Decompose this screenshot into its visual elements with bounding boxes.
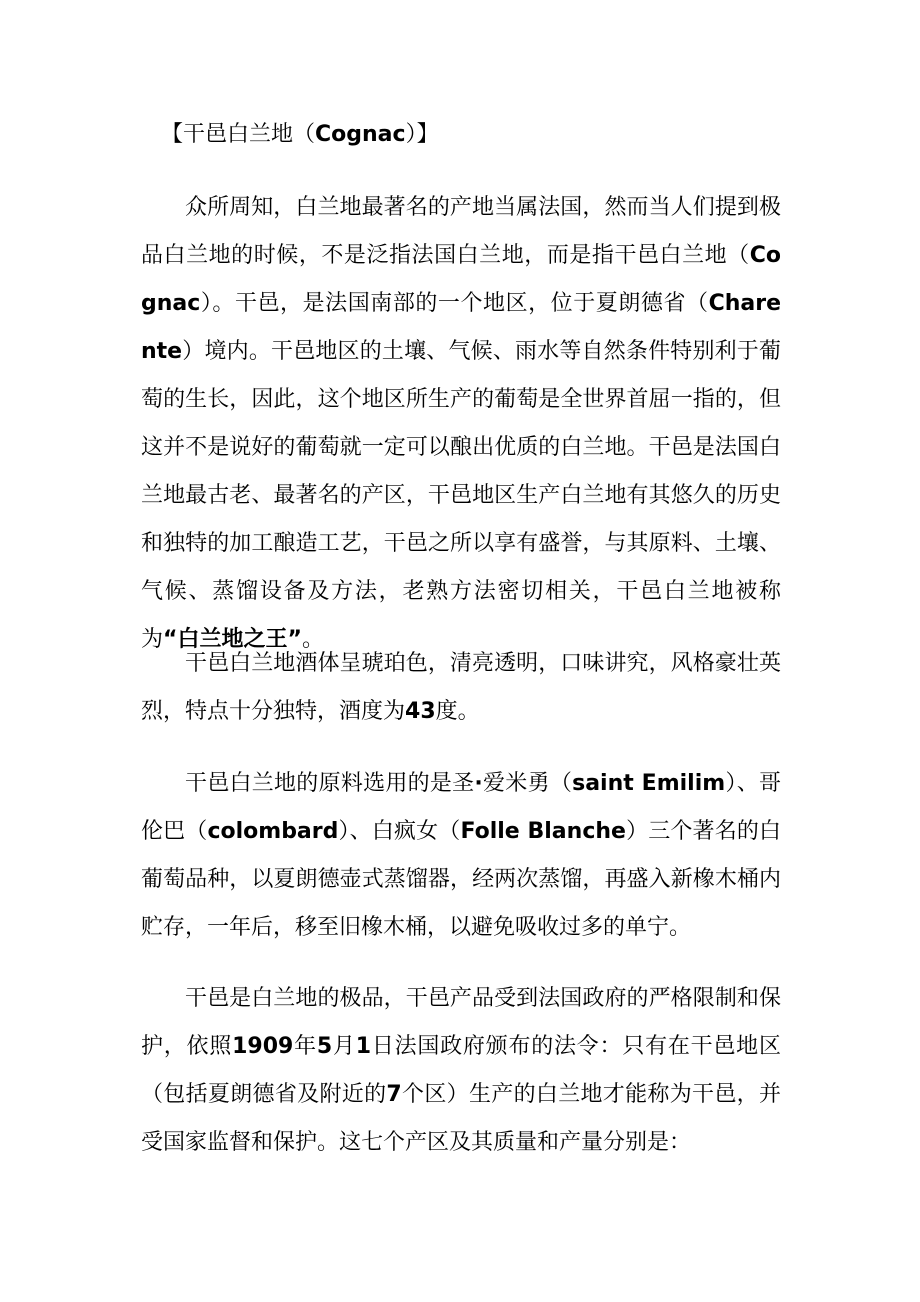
paragraph-grapes bbox=[141, 760, 781, 952]
p3-text-4: ）三个著名的白葡萄品种，以夏朗德壶式蒸馏器，经两次蒸馏，再盛入新橡木桶内贮存，一年后，移至旧橡木桶，以避免吸收过多的单宁。 bbox=[141, 819, 781, 940]
p3-bold-dot: · bbox=[474, 771, 483, 796]
p2-text-1: 干邑白兰地酒体呈琥珀色，清亮透明，口味讲究，风格豪壮英烈，特点十分独特，酒度为 bbox=[141, 651, 781, 724]
p4-bold-districts: 7 bbox=[386, 1082, 402, 1107]
p4-text-1: 干邑是白兰地的极品，干邑产品受到法国政府的严格限制和保护，依照 bbox=[141, 986, 781, 1059]
p1-text-1: 众所周知，白兰地最著名的产地当属法国，然而当人们提到极品白兰地的时候，不是泛指法国白兰地，而是指干邑白兰地（ bbox=[141, 195, 781, 268]
title-close: ）】 bbox=[405, 122, 439, 147]
p2-bold-abv: 43 bbox=[405, 699, 436, 724]
p3-text-2: ）、哥伦巴（ bbox=[141, 771, 781, 844]
title-bold-cognac: Cognac bbox=[315, 122, 406, 147]
paragraph-characteristics bbox=[141, 640, 781, 736]
paragraph-regulation bbox=[141, 975, 781, 1167]
paragraph-intro bbox=[141, 184, 781, 664]
p4-text-2: 年 bbox=[293, 1034, 317, 1059]
p1-text-4: 。 bbox=[301, 627, 324, 652]
p4-text-4: 日法国政府颁布的法令：只有在干邑地区（包括夏朗德省及附近的 bbox=[141, 1034, 781, 1107]
p1-bold-charente: Charente bbox=[141, 291, 781, 364]
p3-bold-saint-emilim: saint Emilim bbox=[572, 771, 726, 796]
p3-text-1b: 爱米勇（ bbox=[482, 771, 573, 796]
p3-bold-colombard: colombard bbox=[207, 819, 339, 844]
p4-bold-month: 5 bbox=[316, 1034, 333, 1059]
p1-text-2: ）。干邑，是法国南部的一个地区，位于夏朗德省（ bbox=[200, 291, 709, 316]
p4-bold-day: 1 bbox=[355, 1034, 372, 1059]
p3-text-3: ）、白疯女（ bbox=[338, 819, 461, 844]
document-title bbox=[161, 118, 439, 152]
p2-text-2: 度。 bbox=[435, 699, 480, 724]
p1-bold-cognac: Cognac bbox=[141, 243, 781, 316]
p4-bold-year: 1909 bbox=[232, 1034, 294, 1059]
p1-quote: “白兰地之王” bbox=[163, 627, 302, 652]
p4-text-5: 个区）生产的白兰地才能称为干邑，并受国家监督和保护。这七个产区及其质量和产量分别是： bbox=[141, 1082, 781, 1155]
p4-text-3: 月 bbox=[332, 1034, 356, 1059]
p3-text-1: 干邑白兰地的原料选用的是圣 bbox=[185, 771, 475, 796]
p3-bold-folle-blanche: Folle Blanche bbox=[460, 819, 626, 844]
title-open: 【干邑白兰地（ bbox=[161, 122, 316, 147]
p1-text-3: ）境内。干邑地区的土壤、气候、雨水等自然条件特别利于葡萄的生长，因此，这个地区所生产的葡萄是全世界首屈一指的，但这并不是说好的葡萄就一定可以酿出优质的白兰地。干邑是法国白兰地最古老、最著名的产区，干邑地区生产白兰地有其悠久的历史和独特的加工酿造工艺，干邑之所以享有盛誉，与其原料、土壤、气候、蒸馏设备及方法，老熟方法密切相关，干邑白兰地被称为 bbox=[141, 339, 781, 652]
